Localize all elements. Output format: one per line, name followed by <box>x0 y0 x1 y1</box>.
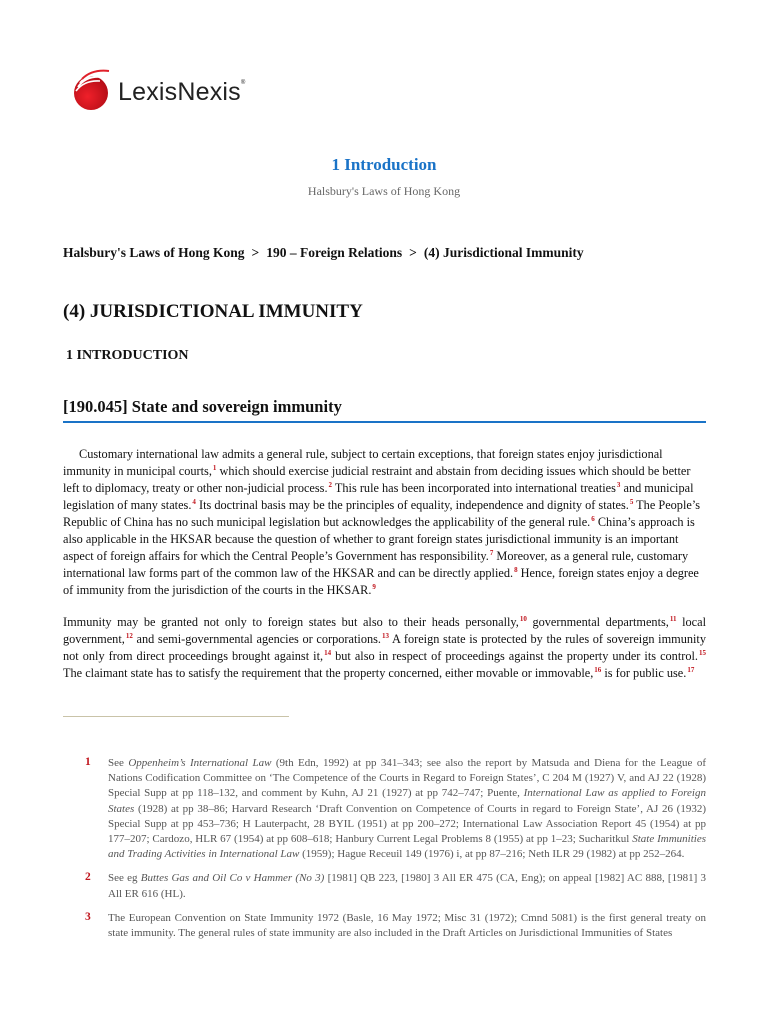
footnote-ref-link[interactable]: 6 <box>591 514 595 523</box>
text-run: governmental departments, <box>526 615 669 629</box>
italic-citation: International Law as applied to Foreign States <box>108 787 706 815</box>
footnote-ref-link[interactable]: 11 <box>669 614 677 623</box>
footnote-item <box>63 911 706 941</box>
logo-text: LexisNexis® <box>118 77 246 106</box>
footnote-number[interactable]: 1 <box>85 756 91 768</box>
footnote-ref-link[interactable]: 16 <box>594 665 602 674</box>
text-run: See <box>108 757 129 769</box>
breadcrumb-item[interactable]: (4) Jurisdictional Immunity <box>423 245 584 260</box>
footnote-ref-link[interactable]: 7 <box>489 548 494 557</box>
italic-citation: State Immunities and Trading Activities in International Law <box>108 833 706 861</box>
text-run: (1959); Hague Receuil 149 (1976) i, at pp 87–216; Neth ILR 29 (1982) at pp 252–264. <box>299 848 685 861</box>
footnote-item <box>63 871 706 901</box>
footnote-number[interactable]: 2 <box>85 871 91 884</box>
text-run: but also in respect of proceedings against the property under its control. <box>331 649 698 663</box>
breadcrumb-item[interactable]: Halsbury's Laws of Hong Kong <box>63 245 245 260</box>
footnote-item <box>63 756 706 862</box>
document-subtitle: Halsbury's Laws of Hong Kong <box>307 184 461 198</box>
text-run: The European Convention on State Immunity 1972 (Basle, 16 May 1972; Misc 31 (1972); Cmnd 5081) is the first general treaty on state immunity. The general rules of state immunity are also included in the Draft Articles on Jurisdictional Immunities of States <box>108 911 706 940</box>
text-run: Customary international law admits a general rule, subject to certain exceptions, that foreign states enjoy jurisdictional immunity in municipal courts, <box>63 447 663 478</box>
text-run: is for public use. <box>601 666 687 680</box>
footnote-number[interactable]: 3 <box>85 910 91 923</box>
italic-citation: Oppenheim’s International Law <box>128 757 272 769</box>
lexisnexis-logo-icon <box>70 69 112 113</box>
footnotes-list <box>63 756 706 950</box>
document-title: 1 Introduction <box>331 155 437 174</box>
text-run: which should exercise judicial restraint and abstain from deciding issues which should be better left to diplomacy, treaty or other non-judicial process. <box>63 464 691 495</box>
footnote-ref-link[interactable]: 17 <box>687 665 695 674</box>
footnote-ref-link[interactable]: 9 <box>372 582 376 591</box>
text-run: China’s approach is also applicable in the HKSAR because the question of whether to grant foreign states jurisdictional immunity is an important aspect of foreign affairs for which the Central People’s Government has responsibility. <box>63 515 695 563</box>
text-run: This rule has been incorporated into international treaties <box>332 481 616 495</box>
breadcrumb-separator: > <box>409 245 417 260</box>
text-run: (1928) at pp 38–86; Harvard Research ‘Draft Convention on Competence of Courts in regard to Foreign State’, AJ 26 (1932) Special Supp at pp 453–736; H Lauterpacht, 28 BYIL (1951) at pp 200–272; International Law Association Report 45 (1954) at pp 177–207; Cardozo, HLR 67 (1954) at pp 608–618; Hanbury Current Legal Problems 8 (1955) at pp 1–23; Sucharitkul <box>108 802 706 846</box>
footnote-ref-link[interactable]: 15 <box>698 648 706 657</box>
footnote-ref-link[interactable]: 2 <box>328 480 333 489</box>
footnote-ref-link[interactable]: 3 <box>616 480 621 489</box>
breadcrumb-separator: > <box>251 245 260 260</box>
text-run: Hence, foreign states enjoy a degree of immunity from the jurisdiction of the courts in the HKSAR. <box>63 566 699 597</box>
footnote-ref-link[interactable]: 13 <box>381 631 389 640</box>
subsection-heading: 1 INTRODUCTION <box>66 348 189 363</box>
footnote-text <box>108 756 706 862</box>
text-run: The People’s Republic of China has no such municipal legislation but acknowledges the applicability of the general rule. <box>63 498 701 529</box>
text-run: and semi-governmental agencies or corporations. <box>132 632 381 646</box>
footnote-ref-link[interactable]: 1 <box>212 463 217 472</box>
breadcrumb-item[interactable]: 190 – Foreign Relations <box>266 245 403 260</box>
lexisnexis-logo[interactable] <box>70 69 246 113</box>
italic-citation: Buttes Gas and Oil Co v Hammer (No 3) <box>140 872 325 885</box>
footnote-ref-link[interactable]: 14 <box>324 648 332 657</box>
footnote-ref-link[interactable]: 4 <box>192 497 196 506</box>
footnote-text <box>108 871 706 901</box>
footnote-ref-link[interactable]: 8 <box>514 565 518 574</box>
footnote-ref-link[interactable]: 10 <box>519 614 527 623</box>
text-run: and municipal legislation of many states. <box>63 481 694 512</box>
text-run: Its doctrinal basis may be the principles of equality, independence and dignity of states. <box>195 498 629 512</box>
footnote-ref-link[interactable]: 12 <box>125 631 133 640</box>
paragraph-heading: [190.045] State and sovereign immunity <box>63 397 706 423</box>
text-run: Moreover, as a general rule, customary international law forms part of the common law of the HKSAR and can be directly applied. <box>63 549 689 580</box>
text-run: Immunity may be granted not only to foreign states but also to their heads personally, <box>63 615 519 629</box>
footnote-divider <box>63 716 289 717</box>
text-run: A foreign state is protected by the rules of sovereign immunity not only from direct proceedings brought against it, <box>63 632 706 663</box>
text-run: The claimant state has to satisfy the requirement that the property concerned, either movable or immovable, <box>63 666 594 680</box>
text-run: See eg <box>108 872 141 885</box>
footnote-ref-link[interactable]: 5 <box>629 497 634 506</box>
text-run: (9th Edn, 1992) at pp 341–343; see also the report by Matsuda and Diena for the League of Nations Codification Committee on ‘The Competence of the Courts in Regard to Foreign States’, C 204 M (1927) V, and AJ 22 (1928) Special Supp at pp 118–132, and comment by Kuhn, AJ 21 (1927) at pp 742–747; Puente, <box>108 757 706 800</box>
footnote-text <box>108 911 706 941</box>
body-paragraph-1 <box>63 446 706 599</box>
body-paragraph-2 <box>63 614 706 682</box>
breadcrumb <box>63 245 584 261</box>
text-run: local government, <box>63 615 706 646</box>
section-heading: (4) JURISDICTIONAL IMMUNITY <box>63 301 363 322</box>
text-run: [1981] QB 223, [1980] 3 All ER 475 (CA, Eng); on appeal [1982] AC 888, [1981] 3 All ER 616 (HL). <box>108 872 707 900</box>
